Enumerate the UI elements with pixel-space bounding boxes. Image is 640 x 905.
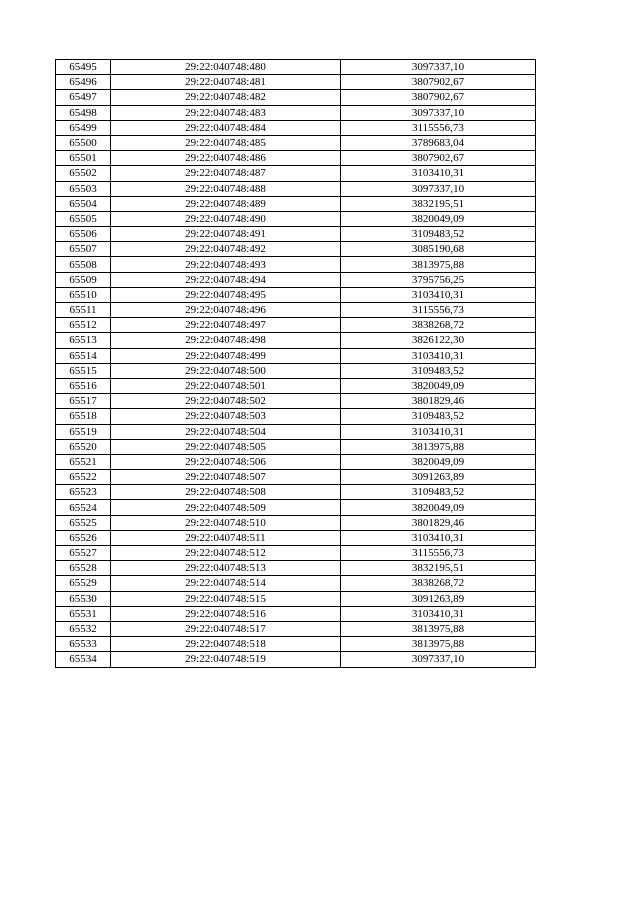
table-row xyxy=(56,606,536,621)
row-number-cell: 65495 xyxy=(56,60,111,75)
value-cell: 3097337,10 xyxy=(341,181,536,196)
cadastral-number-cell: 29:22:040748:480 xyxy=(111,60,341,75)
cadastral-number-cell: 29:22:040748:519 xyxy=(111,652,341,667)
table-row xyxy=(56,135,536,150)
row-number-cell: 65501 xyxy=(56,151,111,166)
row-number-cell: 65516 xyxy=(56,378,111,393)
value-cell: 3103410,31 xyxy=(341,424,536,439)
cadastral-number-cell: 29:22:040748:483 xyxy=(111,105,341,120)
value-cell: 3820049,09 xyxy=(341,500,536,515)
row-number-cell: 65508 xyxy=(56,257,111,272)
cadastral-number-cell: 29:22:040748:506 xyxy=(111,454,341,469)
cadastral-number-cell: 29:22:040748:516 xyxy=(111,606,341,621)
value-cell: 3115556,73 xyxy=(341,120,536,135)
row-number-cell: 65498 xyxy=(56,105,111,120)
value-cell: 3801829,46 xyxy=(341,394,536,409)
table-row xyxy=(56,546,536,561)
value-cell: 3807902,67 xyxy=(341,90,536,105)
cadastral-number-cell: 29:22:040748:511 xyxy=(111,530,341,545)
row-number-cell: 65526 xyxy=(56,530,111,545)
row-number-cell: 65532 xyxy=(56,621,111,636)
cadastral-number-cell: 29:22:040748:504 xyxy=(111,424,341,439)
table-row xyxy=(56,303,536,318)
cadastral-number-cell: 29:22:040748:517 xyxy=(111,621,341,636)
value-cell: 3807902,67 xyxy=(341,75,536,90)
table-row xyxy=(56,591,536,606)
table-row xyxy=(56,378,536,393)
table-row xyxy=(56,530,536,545)
row-number-cell: 65499 xyxy=(56,120,111,135)
cadastral-number-cell: 29:22:040748:510 xyxy=(111,515,341,530)
row-number-cell: 65504 xyxy=(56,196,111,211)
cadastral-number-cell: 29:22:040748:503 xyxy=(111,409,341,424)
value-cell: 3103410,31 xyxy=(341,530,536,545)
row-number-cell: 65527 xyxy=(56,546,111,561)
row-number-cell: 65500 xyxy=(56,135,111,150)
value-cell: 3115556,73 xyxy=(341,303,536,318)
cadastral-number-cell: 29:22:040748:481 xyxy=(111,75,341,90)
value-cell: 3820049,09 xyxy=(341,211,536,226)
cadastral-number-cell: 29:22:040748:490 xyxy=(111,211,341,226)
value-cell: 3103410,31 xyxy=(341,348,536,363)
table-row xyxy=(56,242,536,257)
row-number-cell: 65524 xyxy=(56,500,111,515)
row-number-cell: 65521 xyxy=(56,454,111,469)
row-number-cell: 65506 xyxy=(56,227,111,242)
value-cell: 3820049,09 xyxy=(341,378,536,393)
cadastral-number-cell: 29:22:040748:515 xyxy=(111,591,341,606)
row-number-cell: 65529 xyxy=(56,576,111,591)
value-cell: 3826122,30 xyxy=(341,333,536,348)
cadastral-number-cell: 29:22:040748:512 xyxy=(111,546,341,561)
value-cell: 3085190,68 xyxy=(341,242,536,257)
table-row xyxy=(56,621,536,636)
row-number-cell: 65519 xyxy=(56,424,111,439)
value-cell: 3109483,52 xyxy=(341,363,536,378)
table-row xyxy=(56,120,536,135)
row-number-cell: 65513 xyxy=(56,333,111,348)
table-row xyxy=(56,287,536,302)
cadastral-number-cell: 29:22:040748:487 xyxy=(111,166,341,181)
table-row xyxy=(56,90,536,105)
cadastral-number-cell: 29:22:040748:518 xyxy=(111,637,341,652)
cadastral-number-cell: 29:22:040748:496 xyxy=(111,303,341,318)
cadastral-number-cell: 29:22:040748:492 xyxy=(111,242,341,257)
value-cell: 3115556,73 xyxy=(341,546,536,561)
cadastral-number-cell: 29:22:040748:500 xyxy=(111,363,341,378)
table-row xyxy=(56,318,536,333)
table-row xyxy=(56,227,536,242)
row-number-cell: 65511 xyxy=(56,303,111,318)
cadastral-number-cell: 29:22:040748:482 xyxy=(111,90,341,105)
row-number-cell: 65520 xyxy=(56,439,111,454)
row-number-cell: 65509 xyxy=(56,272,111,287)
cadastral-number-cell: 29:22:040748:499 xyxy=(111,348,341,363)
value-cell: 3807902,67 xyxy=(341,151,536,166)
row-number-cell: 65517 xyxy=(56,394,111,409)
value-cell: 3097337,10 xyxy=(341,60,536,75)
table-row xyxy=(56,439,536,454)
row-number-cell: 65530 xyxy=(56,591,111,606)
cadastral-number-cell: 29:22:040748:508 xyxy=(111,485,341,500)
cadastral-number-cell: 29:22:040748:514 xyxy=(111,576,341,591)
row-number-cell: 65522 xyxy=(56,470,111,485)
cadastral-number-cell: 29:22:040748:491 xyxy=(111,227,341,242)
cadastral-number-cell: 29:22:040748:489 xyxy=(111,196,341,211)
cadastral-value-table xyxy=(55,59,536,668)
cadastral-number-cell: 29:22:040748:488 xyxy=(111,181,341,196)
value-cell: 3091263,89 xyxy=(341,470,536,485)
table-row xyxy=(56,500,536,515)
row-number-cell: 65515 xyxy=(56,363,111,378)
table-row xyxy=(56,485,536,500)
cadastral-number-cell: 29:22:040748:494 xyxy=(111,272,341,287)
cadastral-number-cell: 29:22:040748:507 xyxy=(111,470,341,485)
cadastral-number-cell: 29:22:040748:505 xyxy=(111,439,341,454)
table-row xyxy=(56,105,536,120)
row-number-cell: 65505 xyxy=(56,211,111,226)
cadastral-number-cell: 29:22:040748:509 xyxy=(111,500,341,515)
table-row xyxy=(56,576,536,591)
value-cell: 3103410,31 xyxy=(341,287,536,302)
row-number-cell: 65497 xyxy=(56,90,111,105)
value-cell: 3109483,52 xyxy=(341,227,536,242)
table-row xyxy=(56,75,536,90)
row-number-cell: 65531 xyxy=(56,606,111,621)
row-number-cell: 65514 xyxy=(56,348,111,363)
table-row xyxy=(56,211,536,226)
table-row xyxy=(56,60,536,75)
cadastral-number-cell: 29:22:040748:485 xyxy=(111,135,341,150)
cadastral-number-cell: 29:22:040748:486 xyxy=(111,151,341,166)
row-number-cell: 65518 xyxy=(56,409,111,424)
row-number-cell: 65496 xyxy=(56,75,111,90)
table-row xyxy=(56,166,536,181)
value-cell: 3109483,52 xyxy=(341,485,536,500)
table-row xyxy=(56,196,536,211)
row-number-cell: 65502 xyxy=(56,166,111,181)
cadastral-number-cell: 29:22:040748:498 xyxy=(111,333,341,348)
cadastral-number-cell: 29:22:040748:493 xyxy=(111,257,341,272)
table-row xyxy=(56,151,536,166)
table-row xyxy=(56,363,536,378)
cadastral-number-cell: 29:22:040748:513 xyxy=(111,561,341,576)
value-cell: 3795756,25 xyxy=(341,272,536,287)
table-row xyxy=(56,348,536,363)
value-cell: 3832195,51 xyxy=(341,196,536,211)
row-number-cell: 65533 xyxy=(56,637,111,652)
value-cell: 3801829,46 xyxy=(341,515,536,530)
value-cell: 3813975,88 xyxy=(341,637,536,652)
value-cell: 3097337,10 xyxy=(341,652,536,667)
cadastral-number-cell: 29:22:040748:495 xyxy=(111,287,341,302)
row-number-cell: 65525 xyxy=(56,515,111,530)
value-cell: 3813975,88 xyxy=(341,621,536,636)
row-number-cell: 65523 xyxy=(56,485,111,500)
table-row xyxy=(56,470,536,485)
table-row xyxy=(56,515,536,530)
table-row xyxy=(56,257,536,272)
row-number-cell: 65510 xyxy=(56,287,111,302)
value-cell: 3838268,72 xyxy=(341,576,536,591)
table-row xyxy=(56,652,536,667)
cadastral-number-cell: 29:22:040748:502 xyxy=(111,394,341,409)
table-row xyxy=(56,333,536,348)
table-row xyxy=(56,181,536,196)
table-row xyxy=(56,394,536,409)
value-cell: 3091263,89 xyxy=(341,591,536,606)
value-cell: 3103410,31 xyxy=(341,606,536,621)
table-body xyxy=(56,60,536,668)
value-cell: 3097337,10 xyxy=(341,105,536,120)
row-number-cell: 65503 xyxy=(56,181,111,196)
row-number-cell: 65528 xyxy=(56,561,111,576)
value-cell: 3832195,51 xyxy=(341,561,536,576)
value-cell: 3109483,52 xyxy=(341,409,536,424)
value-cell: 3838268,72 xyxy=(341,318,536,333)
table-row xyxy=(56,561,536,576)
value-cell: 3813975,88 xyxy=(341,439,536,454)
value-cell: 3813975,88 xyxy=(341,257,536,272)
cadastral-number-cell: 29:22:040748:501 xyxy=(111,378,341,393)
row-number-cell: 65507 xyxy=(56,242,111,257)
cadastral-number-cell: 29:22:040748:497 xyxy=(111,318,341,333)
value-cell: 3103410,31 xyxy=(341,166,536,181)
value-cell: 3820049,09 xyxy=(341,454,536,469)
row-number-cell: 65534 xyxy=(56,652,111,667)
table-row xyxy=(56,454,536,469)
row-number-cell: 65512 xyxy=(56,318,111,333)
table-row xyxy=(56,424,536,439)
value-cell: 3789683,04 xyxy=(341,135,536,150)
table-row xyxy=(56,409,536,424)
table-row xyxy=(56,637,536,652)
cadastral-number-cell: 29:22:040748:484 xyxy=(111,120,341,135)
table-row xyxy=(56,272,536,287)
